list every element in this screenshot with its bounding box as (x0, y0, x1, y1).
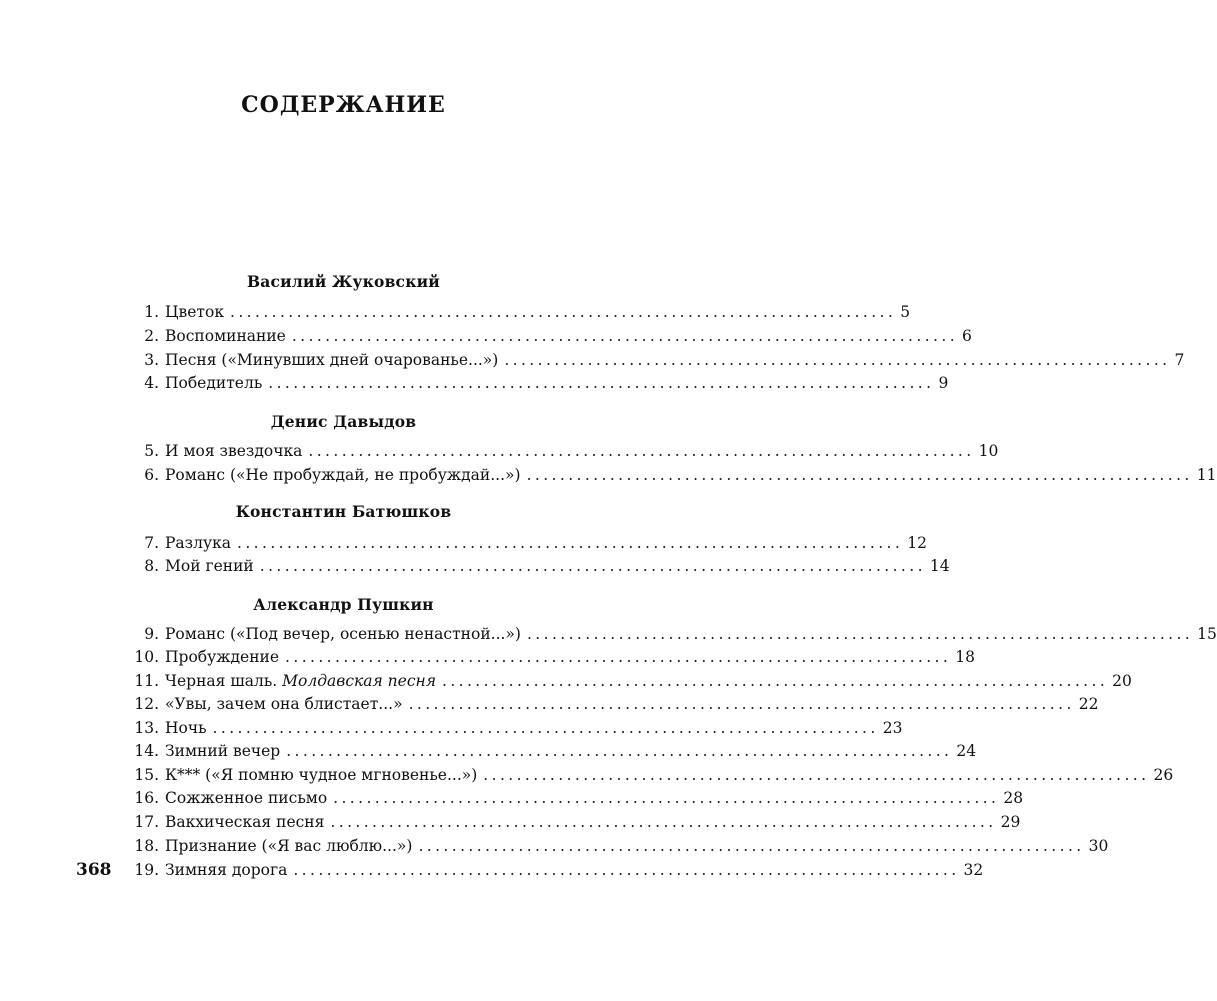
entry-page: 15 (1197, 625, 1217, 643)
dot-leader: ................................................................................ (237, 534, 904, 552)
dot-leader: ................................................................................ (268, 374, 935, 392)
entry-number: 2. (144, 327, 159, 345)
dot-leader: ................................................................................ (308, 442, 975, 460)
toc-entry[interactable] (0, 463, 1217, 487)
entry-title: «Увы, зачем она блистает...» (165, 695, 403, 713)
entry-number: 10. (134, 648, 159, 666)
entry-number: 4. (144, 374, 159, 392)
toc-entry[interactable] (0, 692, 1099, 716)
entry-page: 7 (1174, 351, 1185, 369)
entry-page: 10 (978, 442, 999, 460)
dot-leader: ................................................................................ (504, 351, 1171, 369)
dot-leader: ................................................................................ (526, 466, 1193, 484)
author-heading: Константин Батюшков (235, 502, 452, 521)
dot-leader: ................................................................................ (259, 557, 926, 575)
entry-number: 15. (134, 766, 159, 784)
entry-page: 29 (1000, 813, 1021, 831)
dot-leader: ................................................................................ (526, 625, 1194, 643)
toc-entry[interactable] (0, 810, 1021, 834)
toc-entry[interactable] (0, 716, 903, 740)
entry-page: 26 (1153, 766, 1174, 784)
author-heading: Василий Жуковский (247, 272, 440, 291)
entry-page: 12 (907, 534, 927, 552)
entry-title: К*** («Я помню чудное мгновенье...») (165, 766, 478, 784)
dot-leader: ................................................................................ (212, 719, 879, 737)
entry-title: Мой гений (165, 557, 254, 575)
dot-leader: ................................................................................ (330, 813, 997, 831)
dot-leader: ................................................................................ (333, 789, 1000, 807)
entry-number: 16. (134, 789, 159, 807)
toc-entry[interactable] (0, 531, 927, 555)
toc-entry[interactable] (0, 300, 911, 324)
entry-number: 5. (144, 442, 159, 460)
entry-title: Разлука (165, 534, 232, 552)
entry-title: Сожженное письмо (165, 789, 328, 807)
toc-entry[interactable] (0, 834, 1109, 858)
entry-title: Победитель (165, 374, 263, 392)
entry-number: 12. (134, 695, 159, 713)
entry-title: Черная шаль. (165, 672, 278, 690)
dot-leader: ................................................................................ (230, 303, 897, 321)
toc-entry[interactable] (0, 739, 977, 763)
toc-entry[interactable] (0, 439, 999, 463)
entry-title-italic: Молдавская песня (282, 672, 436, 690)
toc-entry[interactable] (0, 622, 1217, 646)
entry-page: 24 (956, 742, 977, 760)
page-number: 368 (76, 860, 112, 880)
toc-entry[interactable] (0, 645, 975, 669)
page-title: СОДЕРЖАНИЕ (241, 92, 446, 118)
entry-number: 11. (134, 672, 159, 690)
entry-title: Романс («Не пробуждай, не пробуждай...») (165, 466, 521, 484)
entry-number: 18. (134, 837, 159, 855)
entry-title: Признание («Я вас люблю...») (165, 837, 413, 855)
toc-entry[interactable] (0, 554, 950, 578)
entry-page: 18 (955, 648, 975, 666)
dot-leader: ................................................................................ (483, 766, 1150, 784)
entry-page: 20 (1112, 672, 1132, 690)
entry-number: 13. (134, 719, 159, 737)
entry-page: 6 (962, 327, 972, 345)
entry-title: Вакхическая песня (165, 813, 325, 831)
author-heading: Александр Пушкин (253, 595, 434, 614)
entry-number: 9. (144, 625, 159, 643)
entry-number: 17. (134, 813, 159, 831)
entry-number: 3. (144, 351, 159, 369)
entry-page: 28 (1003, 789, 1024, 807)
entry-title: Ночь (165, 719, 207, 737)
entry-title: Романс («Под вечер, осенью ненастной...») (165, 625, 521, 643)
entry-title: Зимний вечер (165, 742, 281, 760)
dot-leader: ................................................................................ (291, 327, 959, 345)
dot-leader: ................................................................................ (286, 742, 953, 760)
entry-title: Зимняя дорога (165, 861, 288, 879)
entry-title: Песня («Минувших дней очарованье...») (165, 351, 499, 369)
dot-leader: ................................................................................ (442, 672, 1109, 690)
entry-page: 9 (938, 374, 949, 392)
dot-leader: ................................................................................ (408, 695, 1075, 713)
entry-page: 32 (963, 861, 984, 879)
entry-page: 11 (1196, 466, 1217, 484)
entry-title: Пробуждение (165, 648, 280, 666)
entry-page: 5 (900, 303, 911, 321)
toc-entry[interactable] (0, 763, 1174, 787)
entry-number: 1. (144, 303, 159, 321)
entry-page: 23 (882, 719, 903, 737)
entry-title: И моя звездочка (165, 442, 303, 460)
dot-leader: ................................................................................ (285, 648, 952, 666)
entry-number: 7. (144, 534, 159, 552)
entry-number: 6. (144, 466, 159, 484)
toc-entry[interactable] (0, 669, 1132, 693)
toc-entry[interactable] (0, 371, 949, 395)
entry-number: 8. (144, 557, 159, 575)
toc-entry[interactable] (0, 786, 1024, 810)
toc-entry[interactable] (0, 324, 972, 348)
entry-page: 14 (929, 557, 950, 575)
dot-leader: ................................................................................ (293, 861, 960, 879)
entry-title: Воспоминание (165, 327, 286, 345)
entry-number: 19. (134, 861, 159, 879)
toc-entry[interactable] (0, 348, 1185, 372)
author-heading: Денис Давыдов (270, 412, 417, 431)
entry-title: Цветок (165, 303, 225, 321)
dot-leader: ................................................................................ (418, 837, 1085, 855)
entry-number: 14. (134, 742, 159, 760)
entry-page: 30 (1088, 837, 1109, 855)
entry-page: 22 (1078, 695, 1099, 713)
